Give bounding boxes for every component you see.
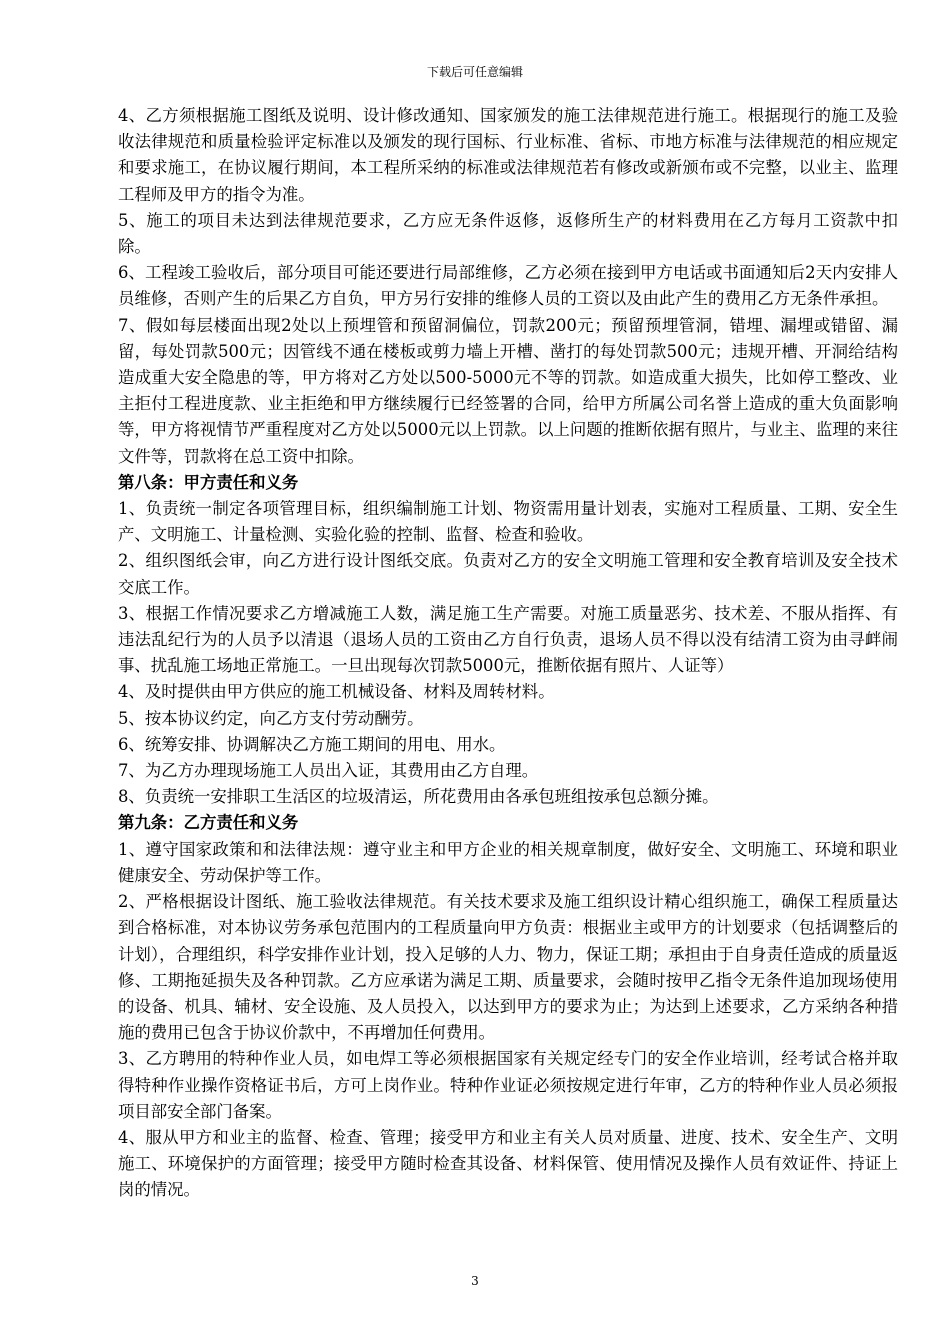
clause-paragraph: 6、工程竣工验收后，部分项目可能还要进行局部维修，乙方必须在接到甲方电话或书面通知后2天内安排人员维修，否则产生的后果乙方自负，甲方另行安排的维修人员的工资以及由此产生的费用乙方无条件承担。	[118, 263, 898, 309]
clause-paragraph: 4、服从甲方和业主的监督、检查、管理；接受甲方和业主有关人员对质量、进度、技术、安全生产、文明施工、环境保护的方面管理；接受甲方随时检查其设备、材料保管、使用情况及操作人员有效证件、持证上岗的情况。	[118, 1127, 898, 1200]
clause-paragraph: 6、统筹安排、协调解决乙方施工期间的用电、用水。	[118, 734, 506, 754]
clause-paragraph: 8、负责统一安排职工生活区的垃圾清运，所花费用由各承包班组按承包总额分摊。	[118, 787, 719, 807]
clause-paragraph: 7、假如每层楼面出现2处以上预埋管和预留洞偏位，罚款200元；预留预埋管洞，错埋、漏埋或错留、漏留，每处罚款500元；因管线不通在楼板或剪力墙上开槽、凿打的每处罚款500元；违规开槽、开洞给结构造成重大安全隐患的等，甲方将对乙方处以500-5000元不等的罚款。如造成重大损失，比如停工整改、业主拒付工程进度款、业主拒绝和甲方继续履行已经签署的合同，给甲方所属公司名誉上造成的重大负面影响等，甲方将视情节严重程度对乙方处以5000元以上罚款。以上问题的推断依据有照片，与业主、监理的来往文件等，罚款将在总工资中扣除。	[118, 315, 898, 466]
clause-paragraph: 1、负责统一制定各项管理目标，组织编制施工计划、物资需用量计划表，实施对工程质量、工期、安全生产、文明施工、计量检测、实验化验的控制、监督、检查和验收。	[118, 499, 898, 545]
clause-paragraph: 5、按本协议约定，向乙方支付劳动酬劳。	[118, 708, 424, 728]
page-header: 下载后可任意编辑	[426, 65, 523, 79]
clause-paragraph: 4、乙方须根据施工图纸及说明、设计修改通知、国家颁发的施工法律规范进行施工。根据现行的施工及验收法律规范和质量检验评定标准以及颁发的现行国标、行业标准、省标、市地方标准与法律规范的相应规定和要求施工，在协议履行期间，本工程所采纳的标准或法律规范若有修改或新颁布或不完整，以业主、监理工程师及甲方的指令为准。	[118, 106, 898, 204]
section-heading-article-8: 第八条：甲方责任和义务	[118, 472, 299, 492]
clause-paragraph: 2、组织图纸会审，向乙方进行设计图纸交底。负责对乙方的安全文明施工管理和安全教育培训及安全技术交底工作。	[118, 551, 898, 597]
clause-paragraph: 3、根据工作情况要求乙方增减施工人数，满足施工生产需要。对施工质量恶劣、技术差、不服从指挥、有违法乱纪行为的人员予以清退（退场人员的工资由乙方自行负责，退场人员不得以没有结清工资为由寻衅闹事、扰乱施工场地正常施工。一旦出现每次罚款5000元，推断依据有照片、人证等）	[118, 603, 898, 676]
clause-paragraph: 5、施工的项目未达到法律规范要求，乙方应无条件返修，返修所生产的材料费用在乙方每月工资款中扣除。	[118, 210, 898, 257]
clause-paragraph: 2、严格根据设计图纸、施工验收法律规范。有关技术要求及施工组织设计精心组织施工，确保工程质量达到合格标准，对本协议劳务承包范围内的工程质量向甲方负责：根据业主或甲方的计划要求（包括调整后的计划），合理组织，科学安排作业计划，投入足够的人力、物力，保证工期；承担由于自身责任造成的质量返修、工期拖延损失及各种罚款。乙方应承诺为满足工期、质量要求，会随时按甲乙指令无条件追加现场使用的设备、机具、辅材、安全设施、及人员投入，以达到甲方的要求为止；为达到上述要求，乙方采纳各种措施的费用已包含于协议价款中，不再增加任何费用。	[118, 892, 898, 1043]
document-body	[118, 103, 898, 1204]
section-heading-article-9: 第九条：乙方责任和义务	[118, 813, 299, 833]
clause-paragraph: 7、为乙方办理现场施工人员出入证，其费用由乙方自理。	[118, 761, 539, 781]
page-number: 3	[471, 1274, 479, 1288]
clause-paragraph: 3、乙方聘用的特种作业人员，如电焊工等必须根据国家有关规定经专门的安全作业培训，经考试合格并取得特种作业操作资格证书后，方可上岗作业。特种作业证必须按规定进行年审，乙方的特种作业人员必须报项目部安全部门备案。	[118, 1049, 898, 1121]
clause-paragraph: 1、遵守国家政策和和法律法规：遵守业主和甲方企业的相关规章制度，做好安全、文明施工、环境和职业健康安全、劳动保护等工作。	[118, 839, 898, 885]
clause-paragraph: 4、及时提供由甲方供应的施工机械设备、材料及周转材料。	[118, 682, 555, 702]
